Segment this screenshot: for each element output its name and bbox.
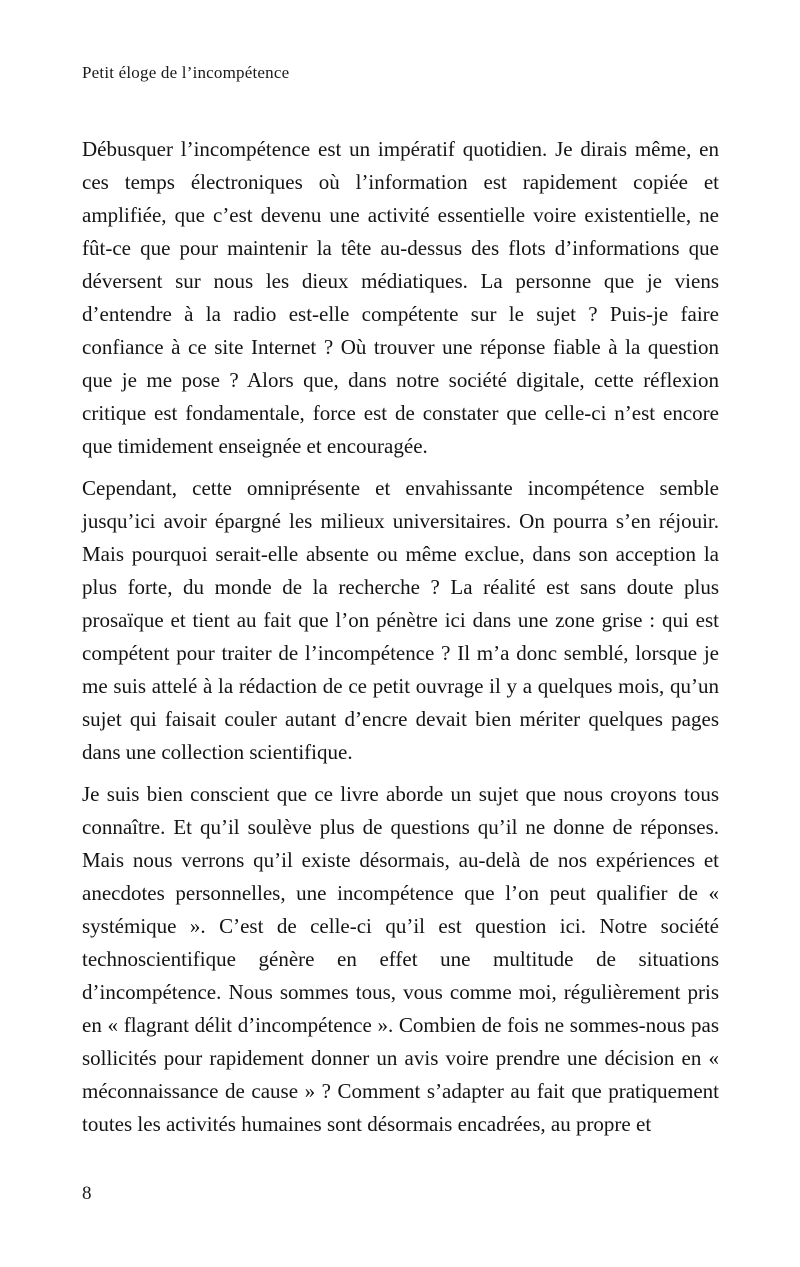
paragraph: Débusquer l’incompétence est un impératif quotidien. Je dirais même, en ces temps électroniques où l’information est rapidement copiée et amplifiée, que c’est devenu une activité essentielle voire existentielle, ne fût-ce que pour maintenir la tête au-dessus des flots d’informations que déversent sur nous les dieux médiatiques. La personne que je viens d’entendre à la radio est-elle compétente sur le sujet ? Puis-je faire confiance à ce site Internet ? Où trouver une réponse fiable à la question que je me pose ? Alors que, dans notre société digitale, cette réflexion critique est fondamentale, force est de constater que celle-ci n’est encore que timidement enseignée et encouragée.: [82, 137, 719, 458]
paragraph: Cependant, cette omniprésente et envahissante incompétence semble jusqu’ici avoir épargné les milieux universitaires. On pourra s’en réjouir. Mais pourquoi serait-elle absente ou même exclue, dans son acception la plus forte, du monde de la recherche ? La réalité est sans doute plus prosaïque et tient au fait que l’on pénètre ici dans une zone grise : qui est compétent pour traiter de l’incompétence ? Il m’a donc semblé, lorsque je me suis attelé à la rédaction de ce petit ouvrage il y a quelques mois, qu’un sujet qui faisait couler autant d’encre devait bien mériter quelques pages dans une collection scientifique.: [82, 476, 719, 764]
body-text: [82, 133, 719, 1141]
paragraph: Je suis bien conscient que ce livre aborde un sujet que nous croyons tous connaître. Et qu’il soulève plus de questions qu’il ne donne de réponses. Mais nous verrons qu’il existe désormais, au-delà de nos expériences et anecdotes personnelles, une incompétence que l’on peut qualifier de « systémique ». C’est de celle-ci qu’il est question ici. Notre société technoscientifique génère en effet une multitude de situations d’incompétence. Nous sommes tous, vous comme moi, régulièrement pris en « flagrant délit d’incompétence ». Combien de fois ne sommes-nous pas sollicités pour rapidement donner un avis voire prendre une décision en « méconnaissance de cause » ? Comment s’adapter au fait que pratiquement toutes les activités humaines sont désormais encadrées, au propre et: [82, 782, 719, 1136]
page-number: 8: [82, 1183, 92, 1204]
running-header: Petit éloge de l’incompétence: [82, 63, 290, 82]
